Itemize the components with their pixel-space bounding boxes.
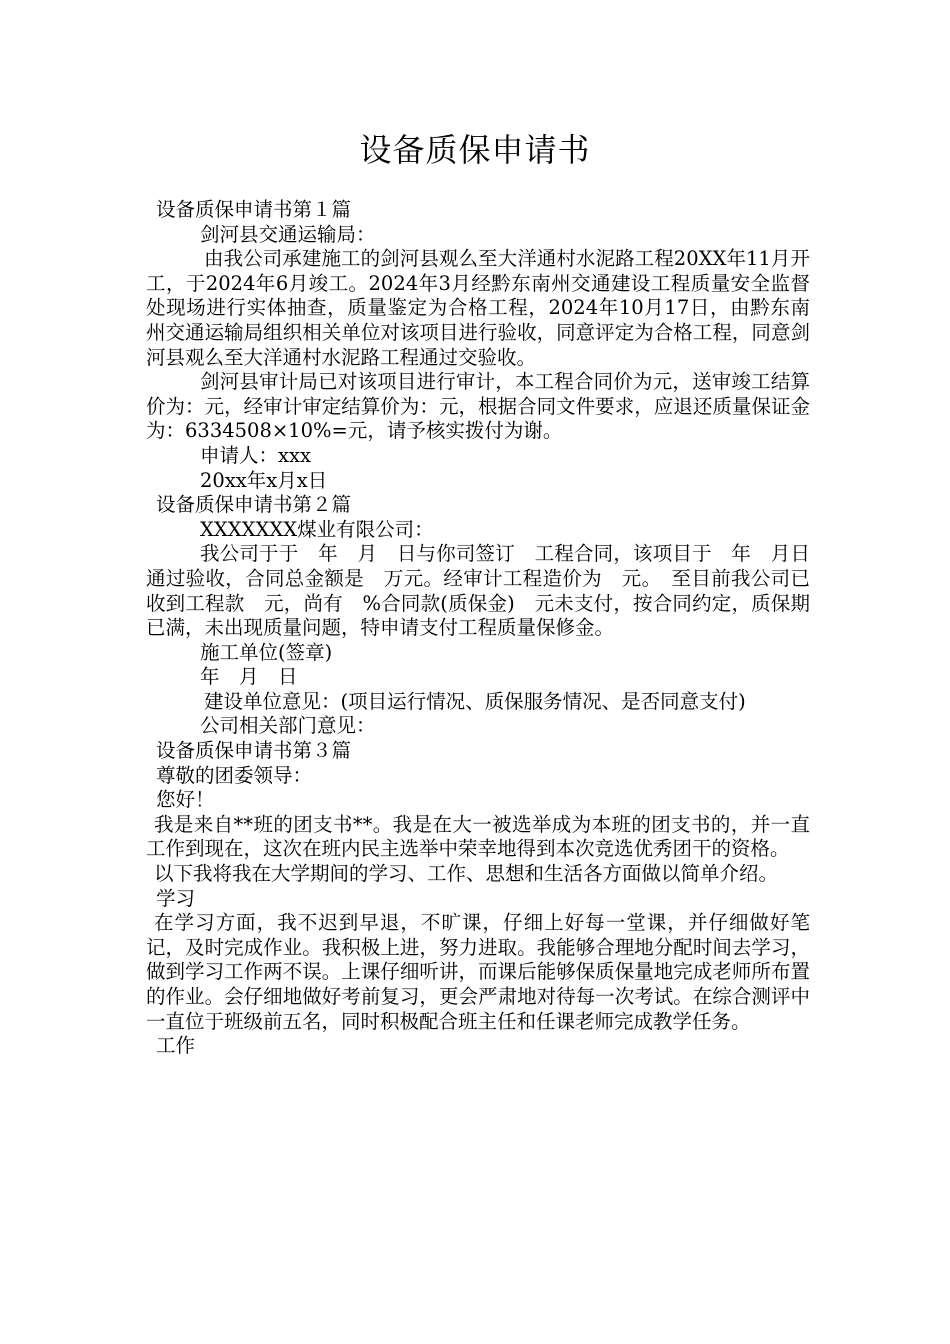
document-title: 设备质保申请书 xyxy=(359,131,591,169)
addressee: 尊敬的团委领导： xyxy=(156,763,313,787)
date-line: 年 月 日 xyxy=(200,665,298,689)
signature-line: 施工单位(签章) xyxy=(200,640,333,664)
addressee: 剑河县交通运输局： xyxy=(200,222,376,246)
paragraph: 剑河县审计局已对该项目进行审计，本工程合同价为元，送审竣工结算价为：元，经审计审定结算价为：元，根据合同文件要求，应退还质量保证金为：6334508×10%=元，请予核实拨付为谢。 xyxy=(146,370,810,443)
opinion-paragraph: 建设单位意见：(项目运行情况、质保服务情况、是否同意支付) xyxy=(204,689,746,713)
paragraph: 我公司于于 年 月 日与你司签订 工程合同，该项目于 年 月日通过验收，合同总金额是 万元。经审计工程造价为 元。 至目前我公司已收到工程款 元，尚有 %合同款(质保金) 元未支付，按合同约定，质保期已满，未出现质量问题，特申请支付工程质量保修金。 xyxy=(146,542,810,640)
subheading-work: 工作 xyxy=(156,1034,196,1058)
dept-opinion-line: 公司相关部门意见： xyxy=(200,714,376,738)
paragraph: 由我公司承建施工的剑河县观么至大洋通村水泥路工程20XX年11月开工，于2024年6月竣工。2024年3月经黔东南州交通建设工程质量安全监督处现场进行实体抽查，质量鉴定为合格工程，2024年10月17日，由黔东南州交通运输局组织相关单位对该项目进行验收，同意评定为合格工程，同意剑河县观么至大洋通村水泥路工程通过交验收。 xyxy=(146,247,810,369)
section-heading: 设备质保申请书第１篇 xyxy=(156,198,352,221)
applicant-line: 申请人：xxx xyxy=(200,443,311,467)
paragraph: 在学习方面，我不迟到早退，不旷课，仔细上好每一堂课，并仔细做好笔记，及时完成作业。我积极上进，努力进取。我能够合理地分配时间去学习，做到学习工作两不误。上课仔细听讲，而课后能够保质保量地完成老师所布置的作业。会仔细地做好考前复习，更会严肃地对待每一次考试。在综合测评中一直位于班级前五名，同时积极配合班主任和任课老师完成教学任务。 xyxy=(146,911,810,1033)
date-line: 20xx年x月x日 xyxy=(200,468,328,492)
paragraph: 我是来自**班的团支书**。我是在大一被选举成为本班的团支书的，并一直工作到现在，这次在班内民主选举中荣幸地得到本次竞选优秀团干的资格。 xyxy=(146,812,810,861)
paragraph: 以下我将我在大学期间的学习、工作、思想和生活各方面做以简单介绍。 xyxy=(154,862,779,886)
document-body xyxy=(146,198,810,1059)
section-heading: 设备质保申请书第２篇 xyxy=(156,493,352,517)
greeting: 您好！ xyxy=(156,788,215,812)
addressee: XXXXXXX煤业有限公司： xyxy=(200,517,434,541)
subheading-study: 学习 xyxy=(156,886,196,910)
section-heading: 设备质保申请书第３篇 xyxy=(156,739,352,763)
